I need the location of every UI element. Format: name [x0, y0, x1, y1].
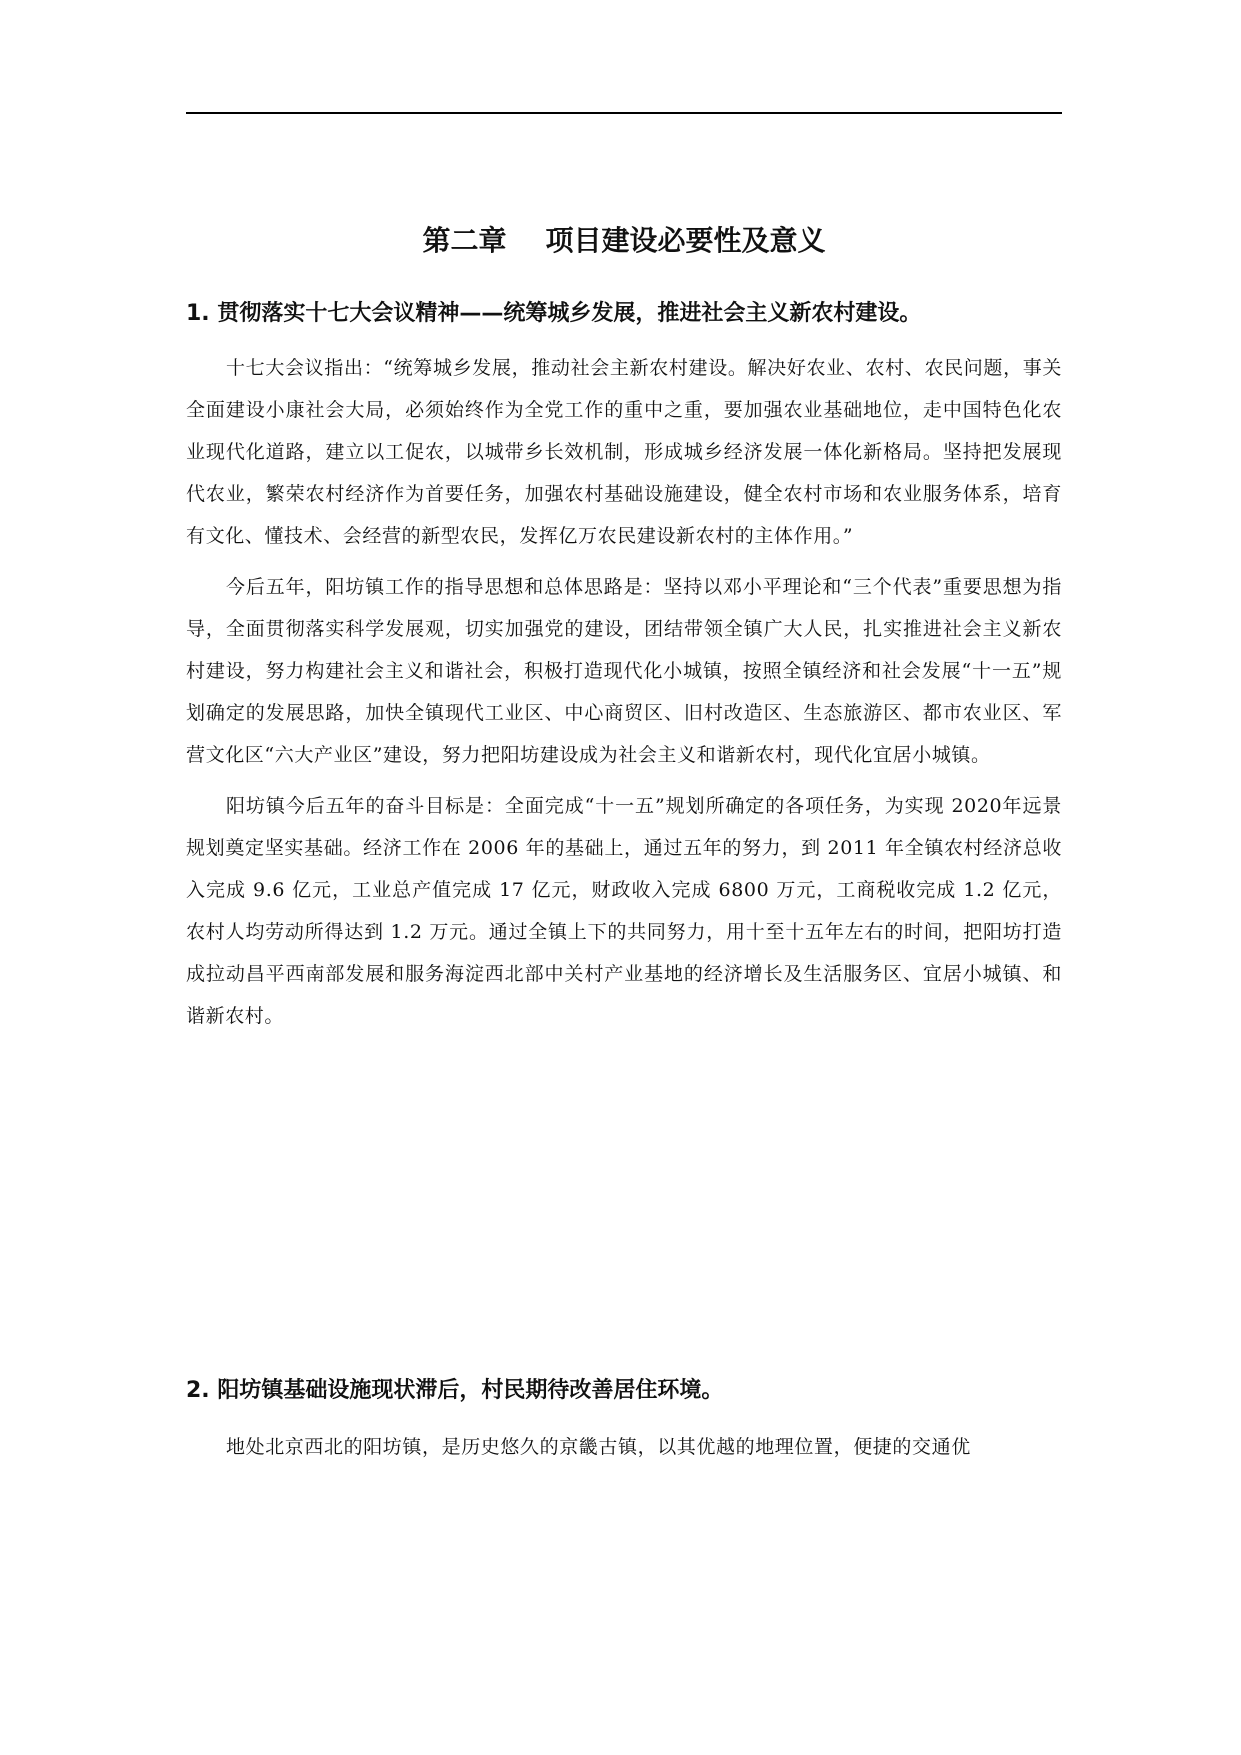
section-heading-2: 2. 阳坊镇基础设施现状滞后，村民期待改善居住环境。	[186, 1378, 724, 1403]
header-rule	[186, 112, 1062, 114]
paragraph: 今后五年，阳坊镇工作的指导思想和总体思路是：坚持以邓小平理论和“三个代表”重要思想为指导，全面贯彻落实科学发展观，切实加强党的建设，团结带领全镇广大人民，扎实推进社会主义新农村建设，努力构建社会主义和谐社会，积极打造现代化小城镇，按照全镇经济和社会发展“十一五”规划确定的发展思路，加快全镇现代工业区、中心商贸区、旧村改造区、生态旅游区、都市农业区、军营文化区“六大产业区”建设，努力把阳坊建设成为社会主义和谐新农村，现代化宜居小城镇。	[186, 576, 1062, 766]
paragraph: 十七大会议指出：“统筹城乡发展，推动社会主新农村建设。解决好农业、农村、农民问题，事关全面建设小康社会大局，必须始终作为全党工作的重中之重，要加强农业基础地位，走中国特色化农业现代化道路，建立以工促农，以城带乡长效机制，形成城乡经济发展一体化新格局。坚持把发展现代农业，繁荣农村经济作为首要任务，加强农村基础设施建设，健全农村市场和农业服务体系，培育有文化、懂技术、会经营的新型农民，发挥亿万农民建设新农村的主体作用。”	[186, 357, 1062, 547]
section-2-body	[186, 1426, 1062, 1468]
paragraph: 地处北京西北的阳坊镇，是历史悠久的京畿古镇，以其优越的地理位置，便捷的交通优	[226, 1436, 971, 1458]
section-heading-1: 1. 贯彻落实十七大会议精神——统筹城乡发展，推进社会主义新农村建设。	[186, 301, 922, 326]
section-1-body	[186, 347, 1062, 1037]
chapter-title: 第二章 项目建设必要性及意义	[422, 224, 826, 257]
paragraph: 阳坊镇今后五年的奋斗目标是：全面完成“十一五”规划所确定的各项任务，为实现 2020年远景规划奠定坚实基础。经济工作在 2006 年的基础上，通过五年的努力，到 2011 年全镇农村经济总收入完成 9.6 亿元，工业总产值完成 17 亿元，财政收入完成 6800 万元，工商税收完成 1.2 亿元，农村人均劳动所得达到 1.2 万元。通过全镇上下的共同努力，用十至十五年左右的时间，把阳坊打造成拉动昌平西南部发展和服务海淀西北部中关村产业基地的经济增长及生活服务区、宜居小城镇、和谐新农村。	[186, 795, 1062, 1027]
